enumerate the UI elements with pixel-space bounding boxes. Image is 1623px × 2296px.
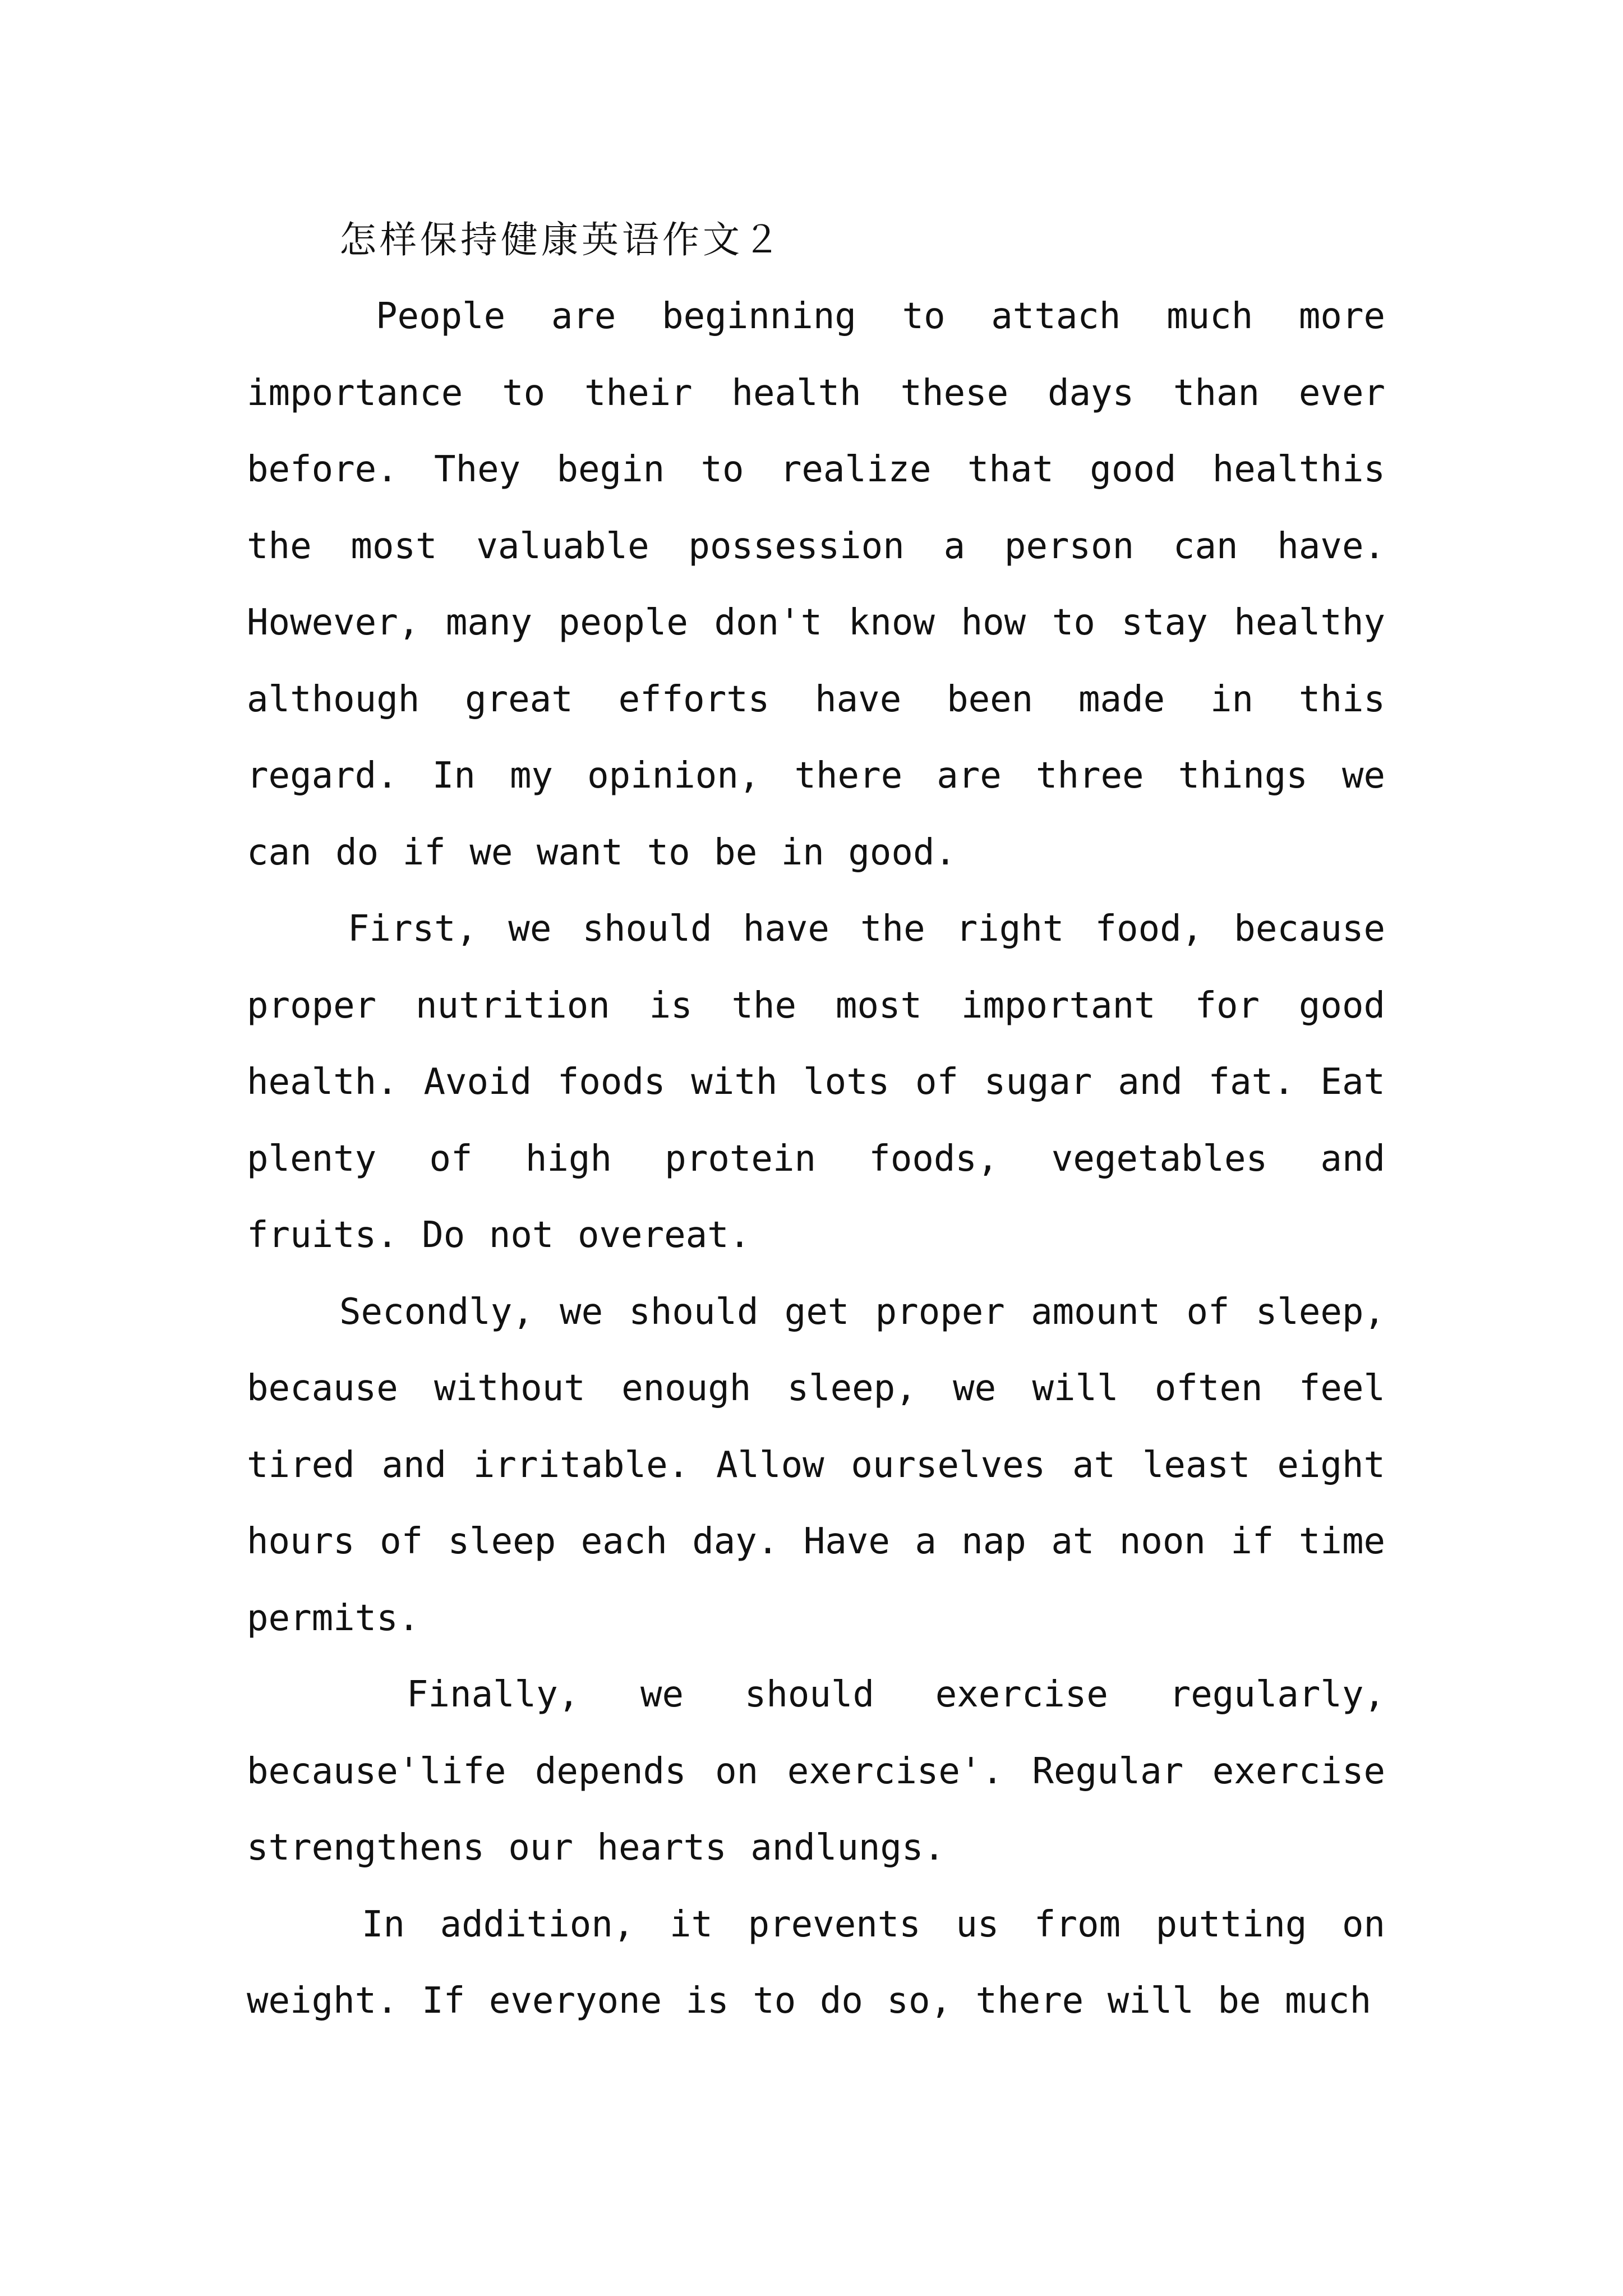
document-body: [247, 202, 1385, 2040]
document-title: 怎样保持健康英语作文２: [339, 218, 783, 261]
paragraph-intro: People are beginning to attach much more importance to their health these days than ever before. They begin to realize that good healthis the most valuable possession a person can have. However, many people don't know how to stay healthy although great efforts have been made in this regard. In my opinion, there are three things we can do if we want to be in good.: [247, 296, 1385, 873]
paragraph-food: First, we should have the right food, because proper nutrition is the most important for good health. Avoid foods with lots of sugar and fat. Eat plenty of high protein foods, vegetables and fruits. Do not overeat.: [247, 908, 1385, 1256]
paragraph-addition: In addition, it prevents us from putting on weight. If everyone is to do so, there will be much: [247, 1903, 1385, 2022]
paragraph-sleep: Secondly, we should get proper amount of sleep, because without enough sleep, we will often feel tired and irritable. Allow ourselves at least eight hours of sleep each day. Have a nap at noon if time permits.: [247, 1291, 1385, 1639]
paragraph-exercise: Finally, we should exercise regularly, because'life depends on exercise'. Regular exercise strengthens our hearts andlungs.: [247, 1674, 1385, 1869]
